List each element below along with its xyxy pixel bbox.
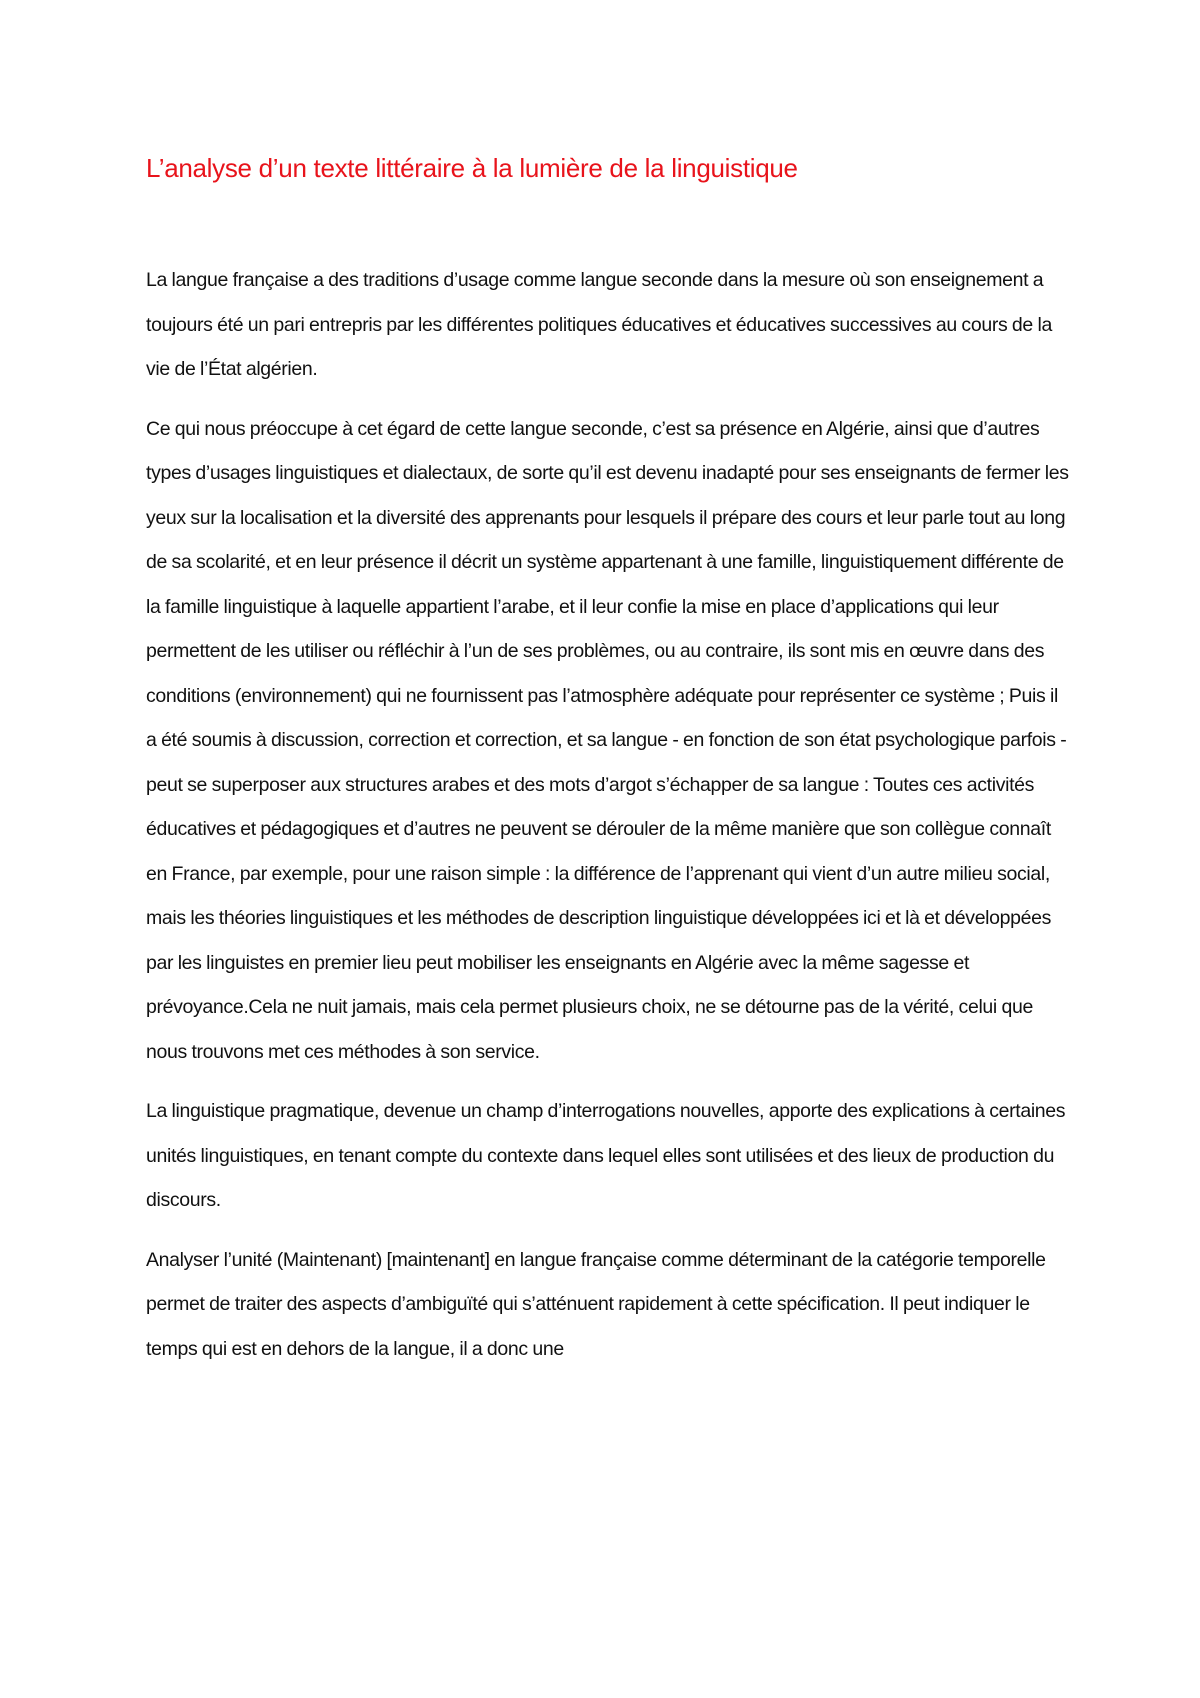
- paragraph-4: Analyser l’unité (Maintenant) [maintenant] en langue française comme déterminant de la catégorie temporelle permet de traiter des aspects d’ambiguïté qui s’atténuent rapidement à cette spécification. Il peut indiquer le temps qui est en dehors de la langue, il a donc une: [146, 1248, 1046, 1360]
- paragraph-3: La linguistique pragmatique, devenue un champ d’interrogations nouvelles, apporte des explications à certaines unités linguistiques, en tenant compte du contexte dans lequel elles sont utilisées et des lieux de production du discours.: [146, 1100, 1066, 1211]
- paragraph-2: Ce qui nous préoccupe à cet égard de cette langue seconde, c’est sa présence en Algérie, ainsi que d’autres types d’usages linguistiques et dialectaux, de sorte qu’il est devenu inadapté pour ses enseignants de fermer les yeux sur la localisation et la diversité des apprenants pour lesquels il prépare des cours et leur parle tout au long de sa scolarité, et en leur présence il décrit un système appartenant à une famille, linguistiquement différente de la famille linguistique à laquelle appartient l’arabe, et il leur confie la mise en place d’applications qui leur permettent de les utiliser ou réfléchir à l’un de ses problèmes, ou au contraire, ils sont mis en œuvre dans des conditions (environnement) qui ne fournissent pas l’atmosphère adéquate pour représenter ce système ; Puis il a été soumis à discussion, correction et correction, et sa langue - en fonction de son état psychologique parfois - peut se superposer aux structures arabes et des mots d’argot s’échapper de sa langue : Toutes ces activités éducatives et pédagogiques et d’autres ne peuvent se dérouler de la même manière que son collègue connaît en France, par exemple, pour une raison simple : la différence de l’apprenant qui vient d’un autre milieu social, mais les théories linguistiques et les méthodes de description linguistique développées ici et là et développées par les linguistes en premier lieu peut mobiliser les enseignants en Algérie avec la même sagesse et prévoyance.Cela ne nuit jamais, mais cela permet plusieurs choix, ne se détourne pas de la vérité, celui que nous trouvons met ces méthodes à son service.: [146, 417, 1069, 1063]
- document-title: L’analyse d’un texte littéraire à la lumière de la linguistique: [146, 153, 798, 183]
- paragraph-1: La langue française a des traditions d’usage comme langue seconde dans la mesure où son enseignement a toujours été un pari entrepris par les différentes politiques éducatives et éducatives successives au cours de la vie de l’État algérien.: [146, 269, 1052, 380]
